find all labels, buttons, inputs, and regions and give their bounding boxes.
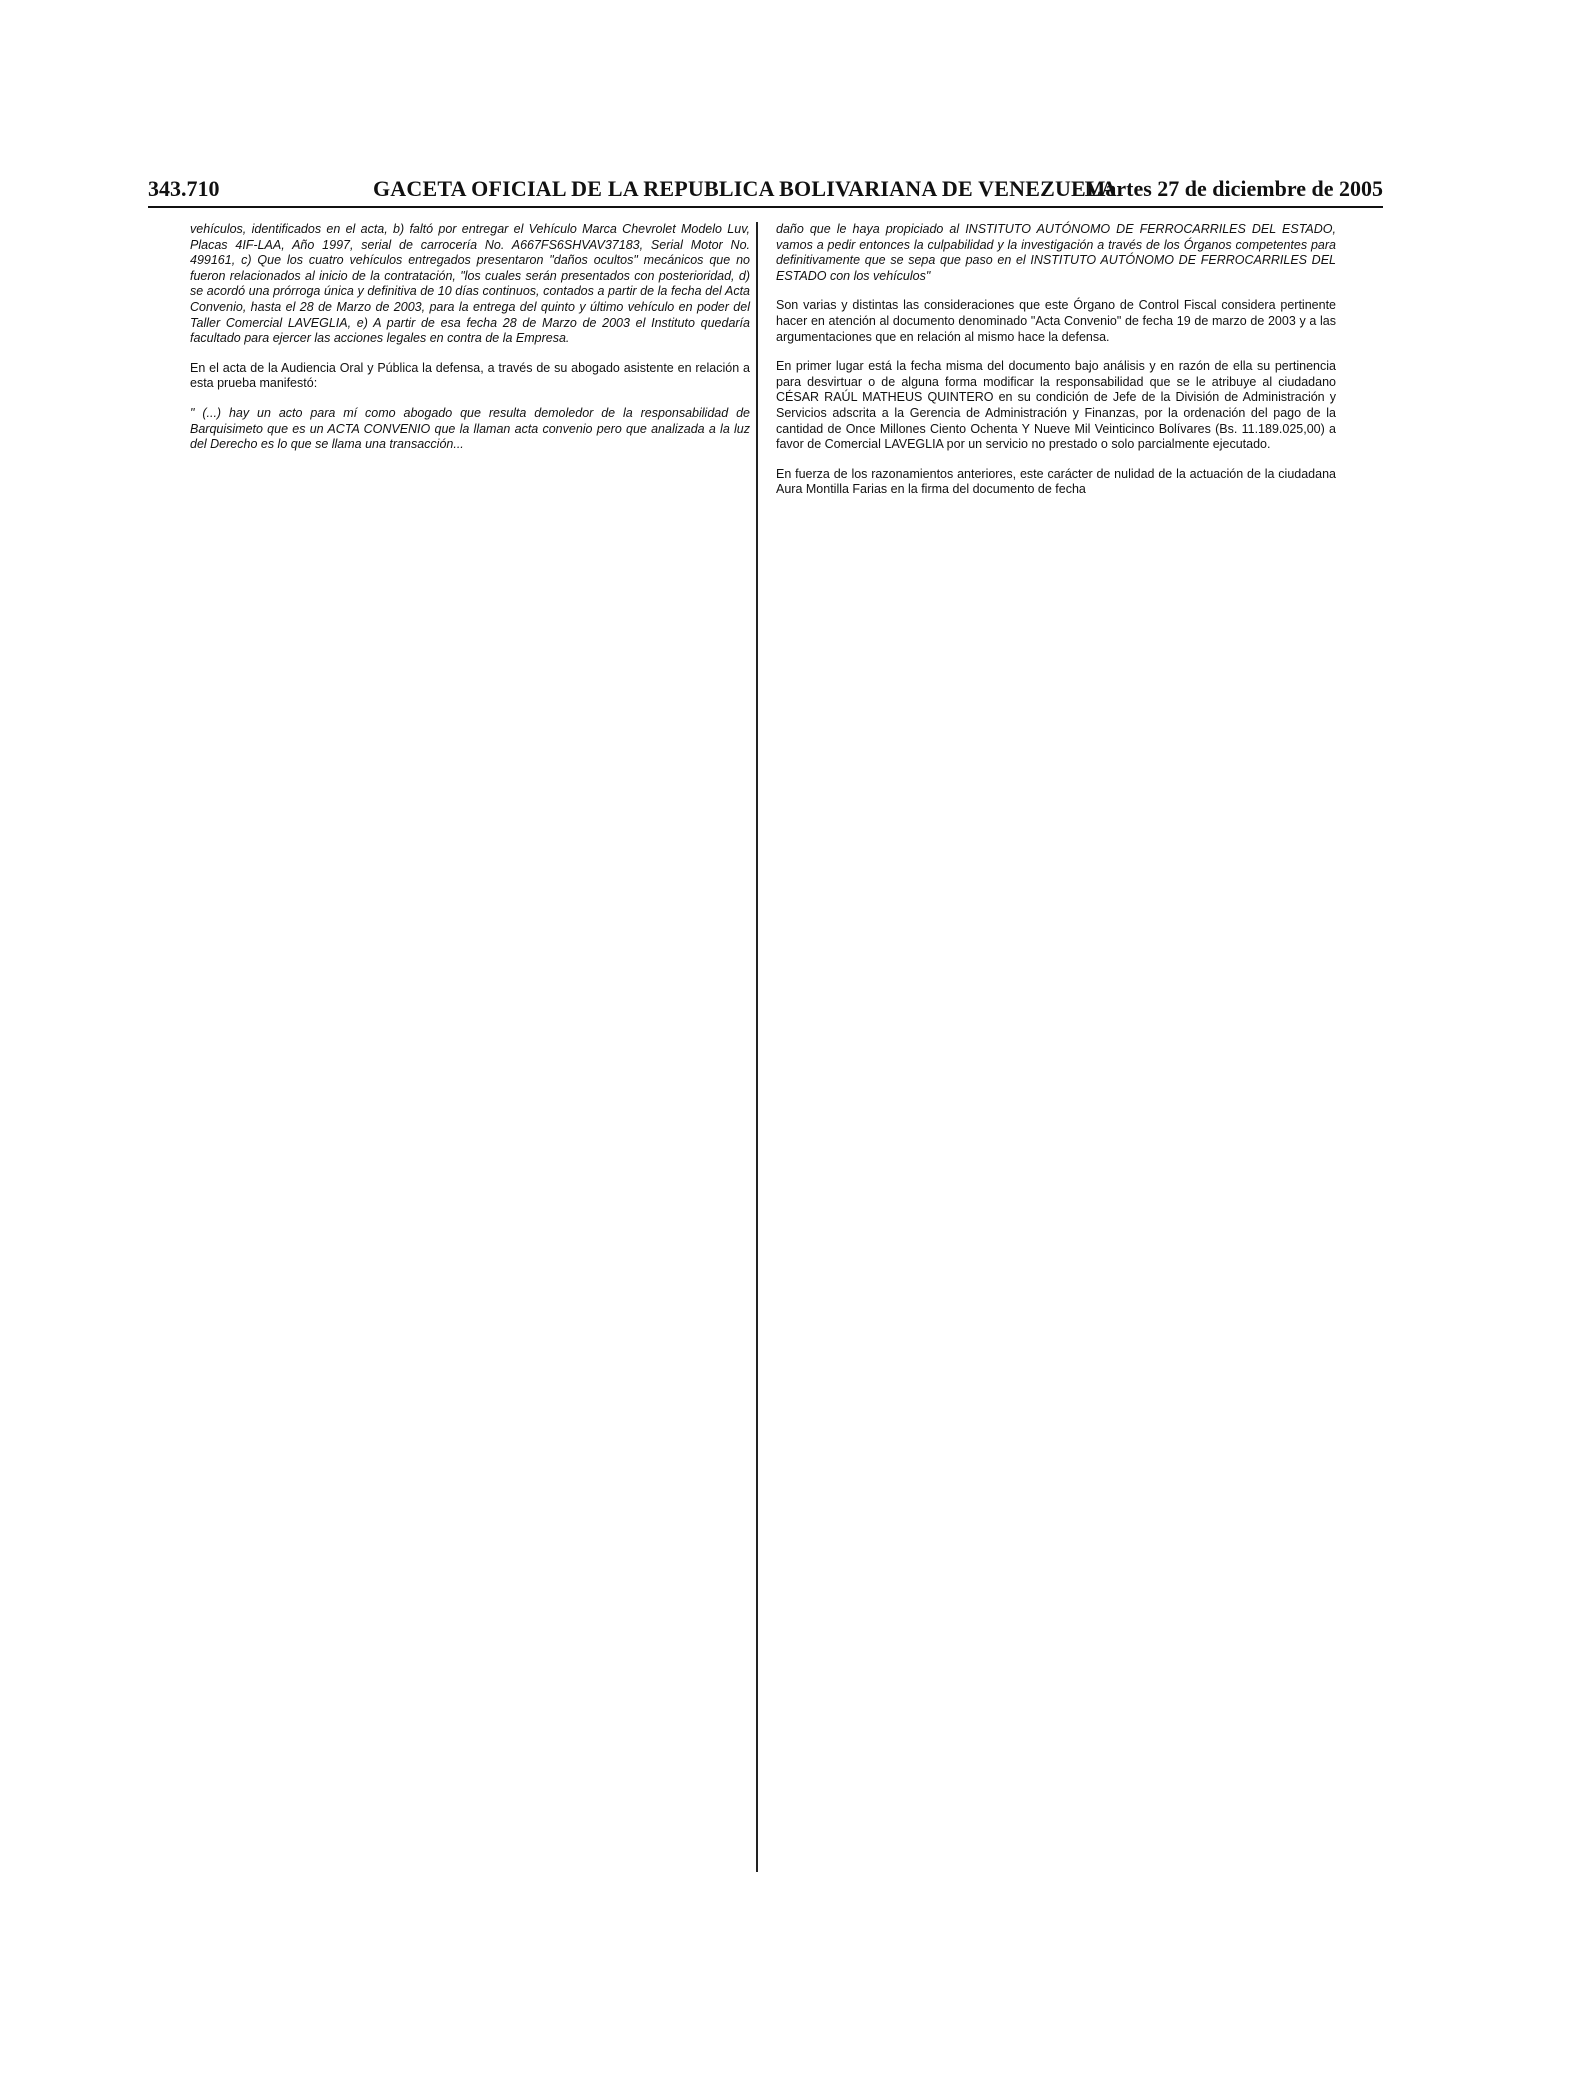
gazette-title: GACETA OFICIAL DE LA REPUBLICA BOLIVARIANA DE VENEZUELA	[373, 176, 1117, 201]
header-rule	[148, 206, 1383, 208]
right-paragraph-4: En fuerza de los razonamientos anteriores, este carácter de nulidad de la actuación de la ciudadana Aura Montilla Farias en la firma del documento de fecha	[776, 466, 1336, 497]
right-column	[776, 222, 1336, 512]
column-divider	[756, 222, 758, 1872]
left-paragraph-2: En el acta de la Audiencia Oral y Pública la defensa, a través de su abogado asistente en relación a esta prueba manifestó:	[190, 360, 750, 391]
page-number: 343.710	[148, 176, 220, 201]
left-column	[190, 222, 750, 467]
issue-date: Martes 27 de diciembre de 2005	[1084, 176, 1383, 201]
right-paragraph-2: Son varias y distintas las consideraciones que este Órgano de Control Fiscal considera pertinente hacer en atención al documento denominado "Acta Convenio" de fecha 19 de marzo de 2003 y a las argumentaciones que en relación al mismo hace la defensa.	[776, 298, 1336, 344]
left-paragraph-1: vehículos, identificados en el acta, b) faltó por entregar el Vehículo Marca Chevrolet Modelo Luv, Placas 4IF-LAA, Año 1997, serial de carrocería No. A667FS6SHVAV37183, Serial Motor No. 499161, c) Que los cuatro vehículos entregados presentaron "daños ocultos" mecánicos que no fueron relacionados al inicio de la contratación, "los cuales serán presentados con posterioridad, d) se acordó una prórroga única y definitiva de 10 días continuos, contados a partir de la fecha del Acta Convenio, hasta el 28 de Marzo de 2003, para la entrega del quinto y último vehículo en poder del Taller Comercial LAVEGLIA, e) A partir de esa fecha 28 de Marzo de 2003 el Instituto quedaría facultado para ejercer las acciones legales en contra de la Empresa.	[190, 222, 750, 346]
left-paragraph-3: " (...) hay un acto para mí como abogado que resulta demoledor de la responsabilidad de Barquisimeto que es un ACTA CONVENIO que la llaman acta convenio pero que analizada a la luz del Derecho es lo que se llama una transacción...	[190, 405, 750, 452]
right-paragraph-3: En primer lugar está la fecha misma del documento bajo análisis y en razón de ella su pertinencia para desvirtuar o de alguna forma modificar la responsabilidad que se le atribuye al ciudadano CÉSAR RAÚL MATHEUS QUINTERO en su condición de Jefe de la División de Administración y Servicios adscrita a la Gerencia de Administración y Finanzas, por la ordenación del pago de la cantidad de Once Millones Ciento Ochenta Y Nueve Mil Veinticinco Bolívares (Bs. 11.189.025,00) a favor de Comercial LAVEGLIA por un servicio no prestado o solo parcialmente ejecutado.	[776, 359, 1336, 452]
page-header	[148, 176, 1383, 210]
right-paragraph-1: daño que le haya propiciado al INSTITUTO AUTÓNOMO DE FERROCARRILES DEL ESTADO, vamos a pedir entonces la culpabilidad y la investigación a través de los Órganos competentes para definitivamente que se sepa que paso en el INSTITUTO AUTÓNOMO DE FERROCARRILES DEL ESTADO con los vehículos"	[776, 222, 1336, 283]
